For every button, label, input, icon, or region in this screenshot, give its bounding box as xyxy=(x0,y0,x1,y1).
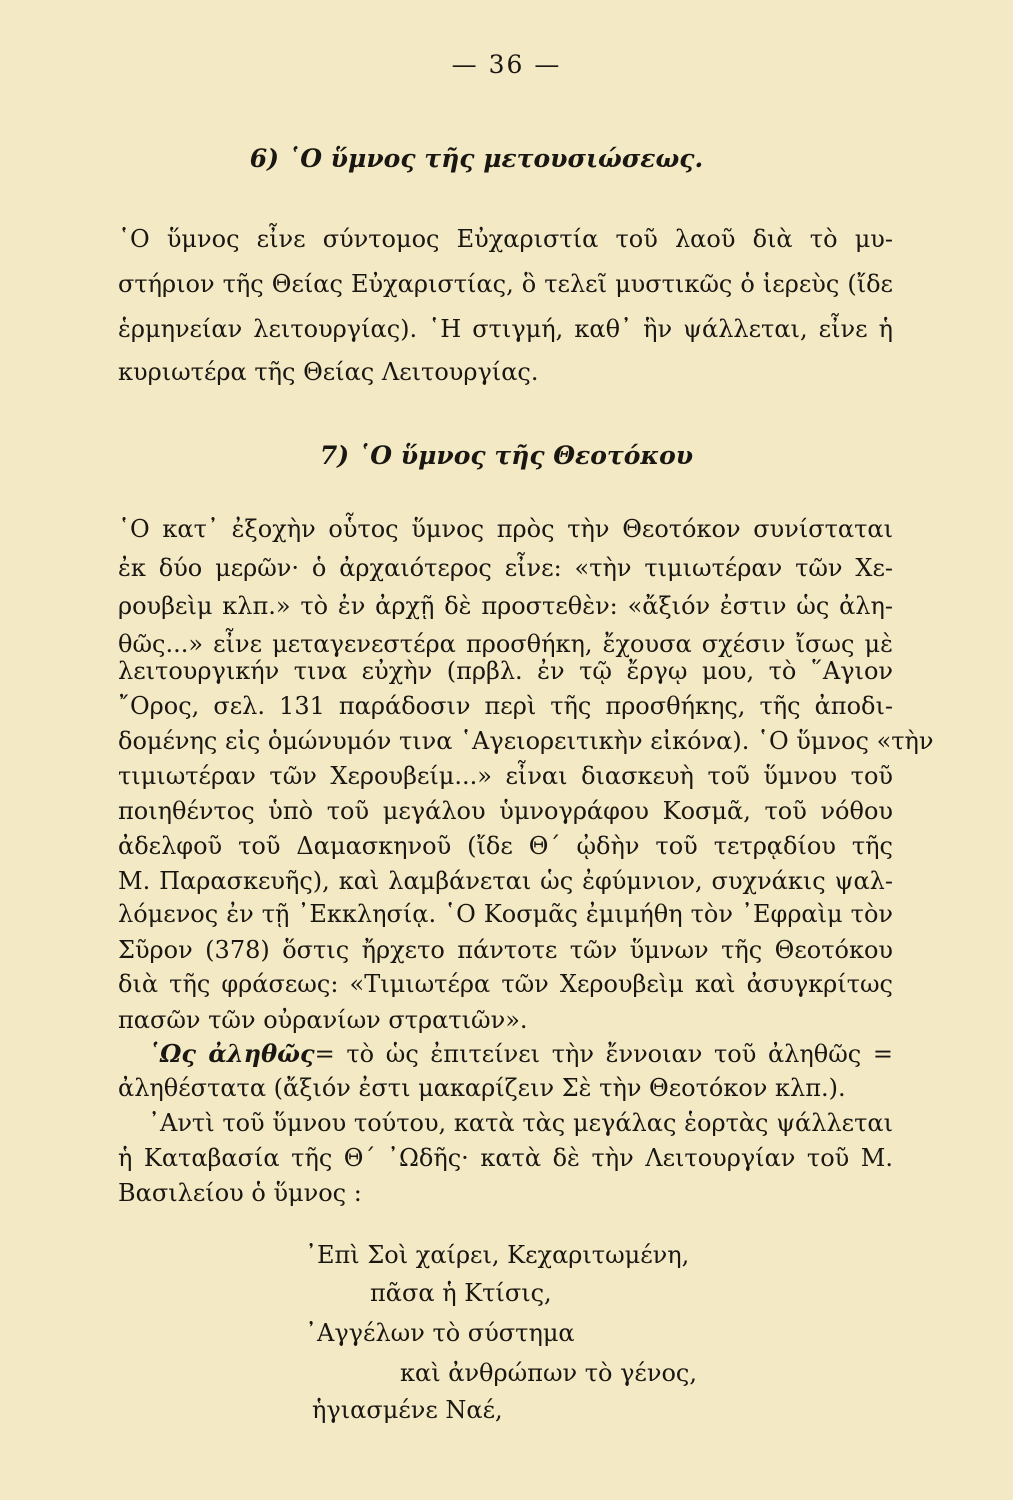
hymn-line: ᾿Αγγέλων τὸ σύστημα xyxy=(305,1319,575,1347)
section-7-line: ποιηθέντος ὑπὸ τοῦ μεγάλου ὑμνογράφου Κοσμᾶ, τοῦ νόθου xyxy=(118,797,893,825)
section-7-line: διὰ τῆς φράσεως: «Τιμιωτέρα τῶν Χερουβεὶμ καὶ ἀσυγκρίτως xyxy=(118,970,893,998)
section-7-line: ῾Ο κατ᾿ ἐξοχὴν οὗτος ὕμνος πρὸς τὴν Θεοτόκον συνίσταται xyxy=(118,515,893,543)
hymn-line: ᾿Επὶ Σοὶ χαίρει, Κεχαριτωμένη, xyxy=(305,1241,690,1269)
section-7-heading: 7) ῾Ο ὕμνος τῆς Θεοτόκου xyxy=(319,441,694,470)
section-7-line: ἐκ δύο μερῶν· ὁ ἀρχαιότερος εἶνε: «τὴν τιμιωτέραν τῶν Χε- xyxy=(118,554,893,582)
section-6-line: ῾Ο ὕμνος εἶνε σύντομος Εὐχαριστία τοῦ λαοῦ διὰ τὸ μυ- xyxy=(118,225,893,253)
section-7-line: Σῦρον (378) ὅστις ἤρχετο πάντοτε τῶν ὕμνων τῆς Θεοτόκου xyxy=(118,936,893,964)
section-6-line: στήριον τῆς Θείας Εὐχαριστίας, ὃ τελεῖ μυστικῶς ὁ ἱερεὺς (ἴδε xyxy=(118,270,893,298)
section-7-line: λόμενος ἐν τῇ ᾿Εκκλησίᾳ. ῾Ο Κοσμᾶς ἐμιμήθη τὸν ᾿Εφραὶμ τὸν xyxy=(118,900,893,928)
section-6-line: ἑρμηνείαν λειτουργίας). ῾Η στιγμή, καθ᾿ ἣν ψάλλεται, εἶνε ἡ xyxy=(118,315,893,343)
section-7-line: θῶς...» εἶνε μεταγενεστέρα προσθήκη, ἔχουσα σχέσιν ἴσως μὲ xyxy=(118,630,893,658)
closing-line: ᾿Αντὶ τοῦ ὕμνου τούτου, κατὰ τὰς μεγάλας ἑορτὰς ψάλλεται xyxy=(148,1109,893,1137)
section-7-line: ἀδελφοῦ τοῦ Δαμασκηνοῦ (ἴδε Θ΄ ᾠδὴν τοῦ τετρᾳδίου τῆς xyxy=(118,832,893,860)
hymn-line: πᾶσα ἡ Κτίσις, xyxy=(370,1279,552,1307)
section-7-line: λειτουργικήν τινα εὐχὴν (πρβλ. ἐν τῷ ἔργῳ μου, τὸ ῞Αγιον xyxy=(118,657,893,685)
section-7-line: ῎Ορος, σελ. 131 παράδοσιν περὶ τῆς προσθήκης, τῆς ἀποδι- xyxy=(118,692,893,720)
section-7-line: δομένης εἰς ὁμώνυμόν τινα ῾Αγειορειτικὴν εἰκόνα). ῾Ο ὕμνος «τὴν xyxy=(118,727,934,755)
hymn-line: καὶ ἀνθρώπων τὸ γένος, xyxy=(400,1359,697,1387)
closing-line: Βασιλείου ὁ ὕμνος : xyxy=(118,1179,362,1207)
term-rest: = τὸ ὡς ἐπιτείνει τὴν ἔννοιαν τοῦ ἀληθῶς = xyxy=(314,1040,893,1068)
term-bold: ῾Ως ἀληθῶς xyxy=(148,1039,315,1068)
section-7-line: τιμιωτέραν τῶν Χερουβείμ...» εἶναι διασκευὴ τοῦ ὕμνου τοῦ xyxy=(118,762,893,790)
section-7-line: πασῶν τῶν οὐρανίων στρατιῶν». xyxy=(118,1006,528,1034)
section-7-line: ρουβεὶμ κλπ.» τὸ ἐν ἀρχῇ δὲ προστεθὲν: «ἄξιόν ἐστιν ὡς ἀλη- xyxy=(118,592,893,620)
closing-line: ἡ Καταβασία τῆς Θ΄ ᾿Ωδῆς· κατὰ δὲ τὴν Λειτουργίαν τοῦ Μ. xyxy=(118,1144,893,1172)
section-6-heading: 6) ῾Ο ὕμνος τῆς μετουσιώσεως. xyxy=(249,144,704,173)
section-6-line: κυριωτέρα τῆς Θείας Λειτουργίας. xyxy=(118,358,539,386)
page-number: — 36 — xyxy=(451,50,562,79)
section-7-line: Μ. Παρασκευῆς), καὶ λαμβάνεται ὡς ἐφύμνιον, συχνάκις ψαλ- xyxy=(118,867,893,895)
term-definition-line-2: ἀληθέστατα (ἄξιόν ἐστι μακαρίζειν Σὲ τὴν Θεοτόκον κλπ.). xyxy=(118,1074,846,1102)
term-definition-line xyxy=(148,1037,893,1071)
hymn-line: ἡγιασμένε Ναέ, xyxy=(312,1396,503,1424)
